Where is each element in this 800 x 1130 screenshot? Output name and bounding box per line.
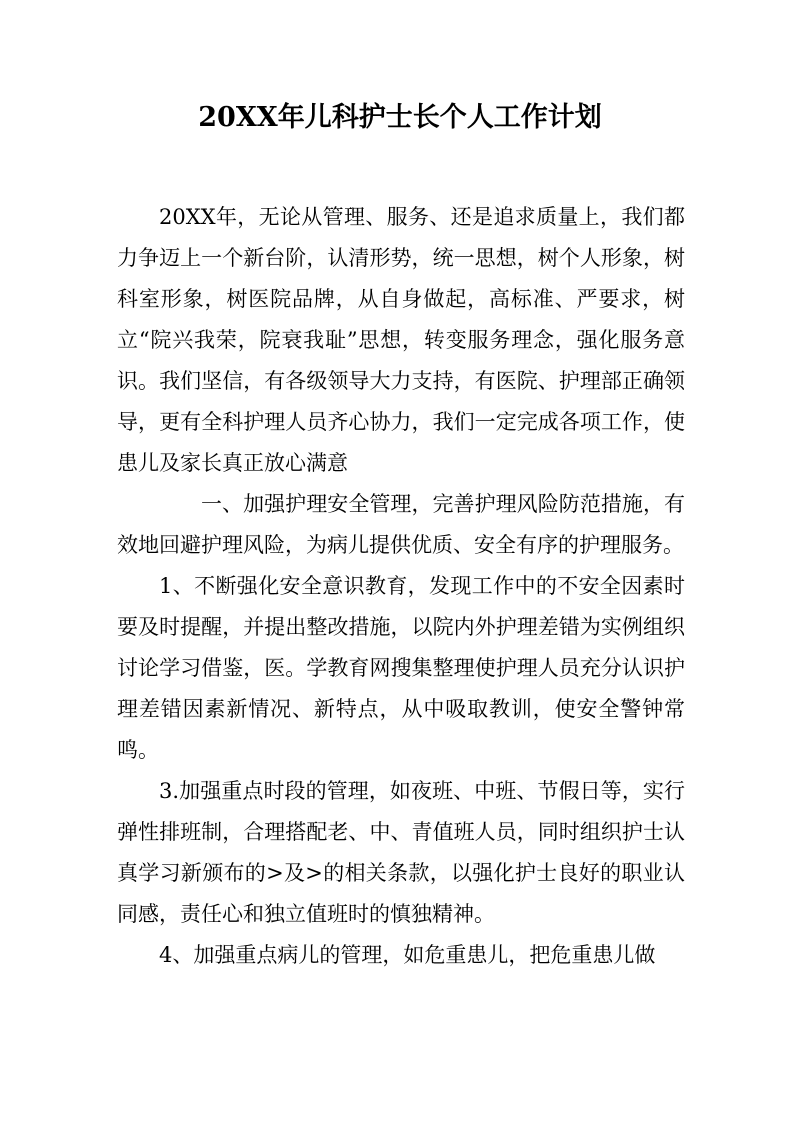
document-title: 20XX年儿科护士长个人工作计划 (198, 102, 602, 133)
paragraph-section-1: 一、加强护理安全管理，完善护理风险防范措施，有效地回避护理风险，为病儿提供优质、安全有序的护理服务。 (117, 492, 685, 557)
document-body (117, 197, 685, 976)
paragraph-item-4: 4、加强重点病儿的管理，如危重患儿，把危重患儿做 (159, 943, 656, 967)
paragraph-item-3: 3.加强重点时段的管理，如夜班、中班、节假日等，实行弹性排班制，合理搭配老、中、青值班人员，同时组织护士认真学习新颁布的>及>的相关条款，以强化护士良好的职业认同感，责任心和独立值班时的慎独精神。 (117, 779, 685, 926)
paragraph-intro: 20XX年，无论从管理、服务、还是追求质量上，我们都力争迈上一个新台阶，认清形势，统一思想，树个人形象，树科室形象，树医院品牌，从自身做起，高标准、严要求，树立“院兴我荣，院衰我耻”思想，转变服务理念，强化服务意识。我们坚信，有各级领导大力支持，有医院、护理部正确领导，更有全科护理人员齐心协力，我们一定完成各项工作，使患儿及家长真正放心满意 (117, 205, 685, 475)
paragraph-item-1: 1、不断强化安全意识教育，发现工作中的不安全因素时要及时提醒，并提出整改措施，以院内外护理差错为实例组织讨论学习借鉴，医。学教育网搜集整理使护理人员充分认识护理差错因素新情况、新特点，从中吸取教训，使安全警钟常鸣。 (117, 574, 685, 762)
